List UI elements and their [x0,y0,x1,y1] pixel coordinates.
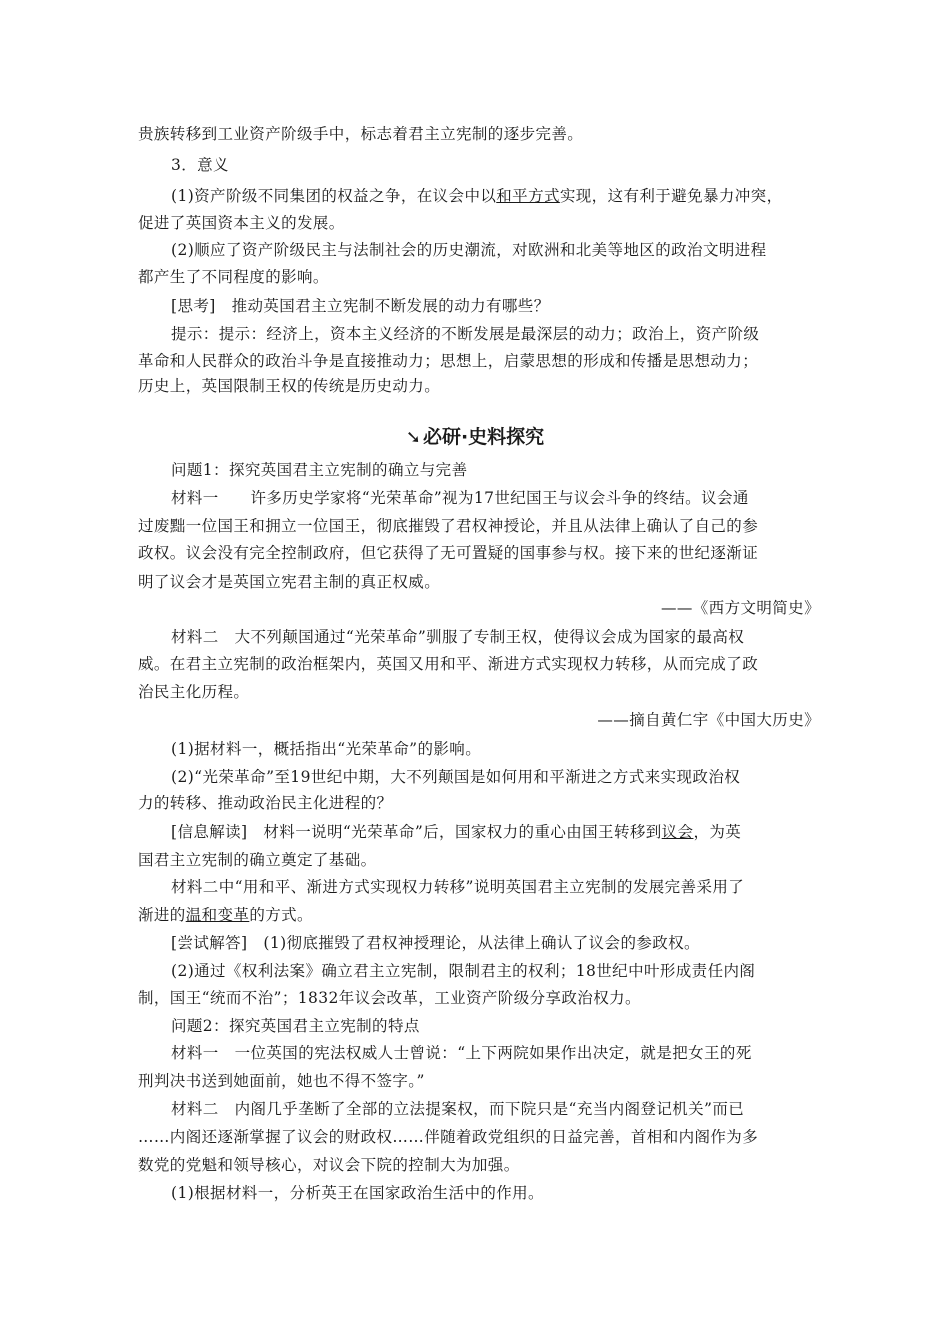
question-item: (1)根据材料一，分析英王在国家政治生活中的作用。 [171,1184,544,1202]
attempt-answer: [尝试解答] (1)彻底摧毁了君权神授理论，从法律上确认了议会的参政权。 [171,934,700,952]
text-line: 材料一 一位英国的宪法权威人士曾说：“上下两院如果作出决定，就是把女王的死 [171,1044,752,1062]
underlined-term: 议会 [661,823,694,841]
text-line: 威。在君主立宪制的政治框架内，英国又用和平、渐进方式实现权力转移，从而完成了政 [138,655,759,673]
text-line: 渐进的温和变革的方式。 [138,906,313,924]
info-reading: [信息解读] 材料一说明“光荣革命”后，国家权力的重心由国王转移到议会，为英 [171,823,742,841]
text-line: 材料一 许多历史学家将“光荣革命”视为17世纪国王与议会斗争的终结。议会通 [171,489,749,507]
hint-line: 提示：提示：经济上，资本主义经济的不断发展是最深层的动力；政治上，资产阶级 [171,325,760,343]
text-line: 明了议会才是英国立宪君主制的真正权威。 [138,573,441,591]
text-line: 材料二 大不列颠国通过“光荣革命”驯服了专制王权，使得议会成为国家的最高权 [171,628,745,646]
text-line: 政权。议会没有完全控制政府，但它获得了无可置疑的国事参与权。接下来的世纪逐渐证 [138,544,759,562]
text-line: (2)通过《权利法案》确立君主立宪制，限制君主的权利；18世纪中叶形成责任内阁 [171,962,756,980]
text-line: 材料二中“用和平、渐进方式实现权力转移”说明英国君主立宪制的发展完善采用了 [171,878,745,896]
arrow-icon: ➘ [405,427,421,448]
text-line: 制，国王“统而不治”；1832年议会改革，工业资产阶级分享政治权力。 [138,989,641,1007]
text-line: 促进了英国资本主义的发展。 [138,214,345,232]
think-question: [思考] 推动英国君主立宪制不断发展的动力有哪些？ [171,297,550,315]
source-citation: ——摘自黄仁宇《中国大历史》 [597,711,820,729]
text-line: 革命和人民群众的政治斗争是直接推动力；思想上，启蒙思想的形成和传播是思想动力； [138,352,759,370]
text-line: 国君主立宪制的确立奠定了基础。 [138,851,377,869]
text-line: 过废黜一位国王和拥立一位国王，彻底摧毁了君权神授论，并且从法律上确认了自己的参 [138,517,759,535]
text-line: 力的转移、推动政治民主化进程的？ [138,794,393,812]
underlined-term: 温和变革 [185,906,250,924]
question-item: (1)据材料一，概括指出“光荣革命”的影响。 [171,740,482,758]
underlined-term: 和平方式 [496,187,560,205]
question-heading: 问题2：探究英国君主立宪制的特点 [171,1017,420,1035]
text-line: 治民主化历程。 [138,683,250,701]
source-citation: ——《西方文明简史》 [660,599,820,617]
text-line: 都产生了不同程度的影响。 [138,268,329,286]
text-line: 数党的党魁和领导核心，对议会下院的控制大为加强。 [138,1156,520,1174]
question-item: (2)“光荣革命”至19世纪中期，大不列颠国是如何用和平渐进之方式来实现政治权 [171,768,741,786]
section-heading-meaning: 3．意义 [171,156,229,174]
text-line: (2)顺应了资产阶级民主与法制社会的历史潮流，对欧洲和北美等地区的政治文明进程 [171,241,767,259]
text-line: 历史上，英国限制王权的传统是历史动力。 [138,377,441,395]
text-line: 材料二 内阁几乎垄断了全部的立法提案权，而下院只是“充当内阁登记机关”而已 [171,1100,745,1118]
text-line: 贵族转移到工业资产阶级手中，标志着君主立宪制的逐步完善。 [138,125,584,143]
question-heading: 问题1：探究英国君主立宪制的确立与完善 [171,461,468,479]
section-title: ➘ 必研·史料探究 [405,426,545,448]
text-line: (1)资产阶级不同集团的权益之争，在议会中以和平方式实现，这有利于避免暴力冲突， [171,187,783,205]
text-line: ……内阁还逐渐掌握了议会的财政权……伴随着政党组织的日益完善，首相和内阁作为多 [138,1128,759,1146]
text-line: 刑判决书送到她面前，她也不得不签字。” [138,1072,425,1090]
